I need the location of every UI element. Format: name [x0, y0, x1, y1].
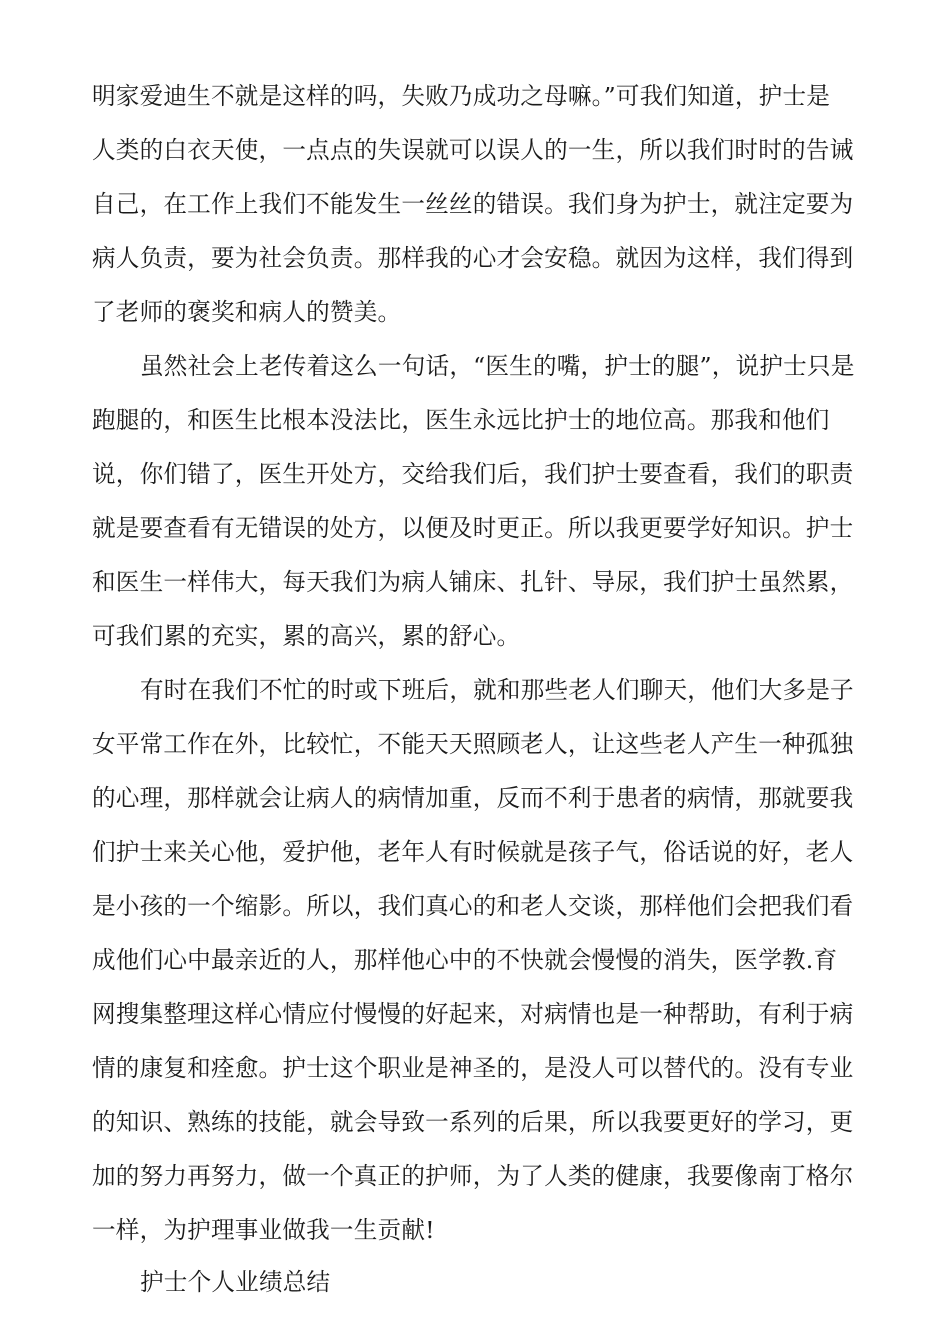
text-line: 就是要查看有无错误的处方，以便及时更正。所以我更要学好知识。护士 — [92, 514, 854, 542]
text-line: 是小孩的一个缩影。所以，我们真心的和老人交谈，那样他们会把我们看 — [92, 892, 854, 920]
text-line: 可我们累的充实，累的高兴，累的舒心。 — [92, 622, 521, 650]
text-line: 人类的白衣天使，一点点的失误就可以误人的一生，所以我们时时的告诫 — [92, 136, 854, 164]
text-line: 情的康复和痊愈。护士这个职业是神圣的，是没人可以替代的。没有专业 — [92, 1054, 854, 1082]
section-heading: 护士个人业绩总结 — [140, 1268, 331, 1296]
text-line: 说，你们错了，医生开处方，交给我们后，我们护士要查看，我们的职责 — [92, 460, 854, 488]
text-line: 明家爱迪生不就是这样的吗，失败乃成功之母嘛。”可我们知道，护士是 — [92, 82, 831, 110]
paragraph-first-line: 虽然社会上老传着这么一句话，“医生的嘴，护士的腿”，说护士只是 — [140, 352, 855, 380]
text-line: 的心理，那样就会让病人的病情加重，反而不利于患者的病情，那就要我 — [92, 784, 854, 812]
text-line: 的知识、熟练的技能，就会导致一系列的后果，所以我要更好的学习，更 — [92, 1108, 854, 1136]
text-line: 了老师的褒奖和病人的赞美。 — [92, 298, 402, 326]
text-line: 们护士来关心他，爱护他，老年人有时候就是孩子气，俗话说的好，老人 — [92, 838, 854, 866]
text-line: 一样，为护理事业做我一生贡献! — [92, 1216, 435, 1244]
text-line: 跑腿的，和医生比根本没法比，医生永远比护士的地位高。那我和他们 — [92, 406, 830, 434]
text-line: 病人负责，要为社会负责。那样我的心才会安稳。就因为这样，我们得到 — [92, 244, 854, 272]
text-line: 成他们心中最亲近的人，那样他心中的不快就会慢慢的消失，医学教.育 — [92, 946, 838, 974]
text-line: 网搜集整理这样心情应付慢慢的好起来，对病情也是一种帮助，有利于病 — [92, 1000, 854, 1028]
text-line: 女平常工作在外，比较忙，不能天天照顾老人，让这些老人产生一种孤独 — [92, 730, 854, 758]
paragraph-first-line: 有时在我们不忙的时或下班后，就和那些老人们聊天，他们大多是子 — [140, 676, 854, 704]
text-line: 和医生一样伟大，每天我们为病人铺床、扎针、导尿，我们护士虽然累， — [92, 568, 854, 596]
text-line: 加的努力再努力，做一个真正的护师，为了人类的健康，我要像南丁格尔 — [92, 1162, 854, 1190]
text-line: 自己，在工作上我们不能发生一丝丝的错误。我们身为护士，就注定要为 — [92, 190, 854, 218]
